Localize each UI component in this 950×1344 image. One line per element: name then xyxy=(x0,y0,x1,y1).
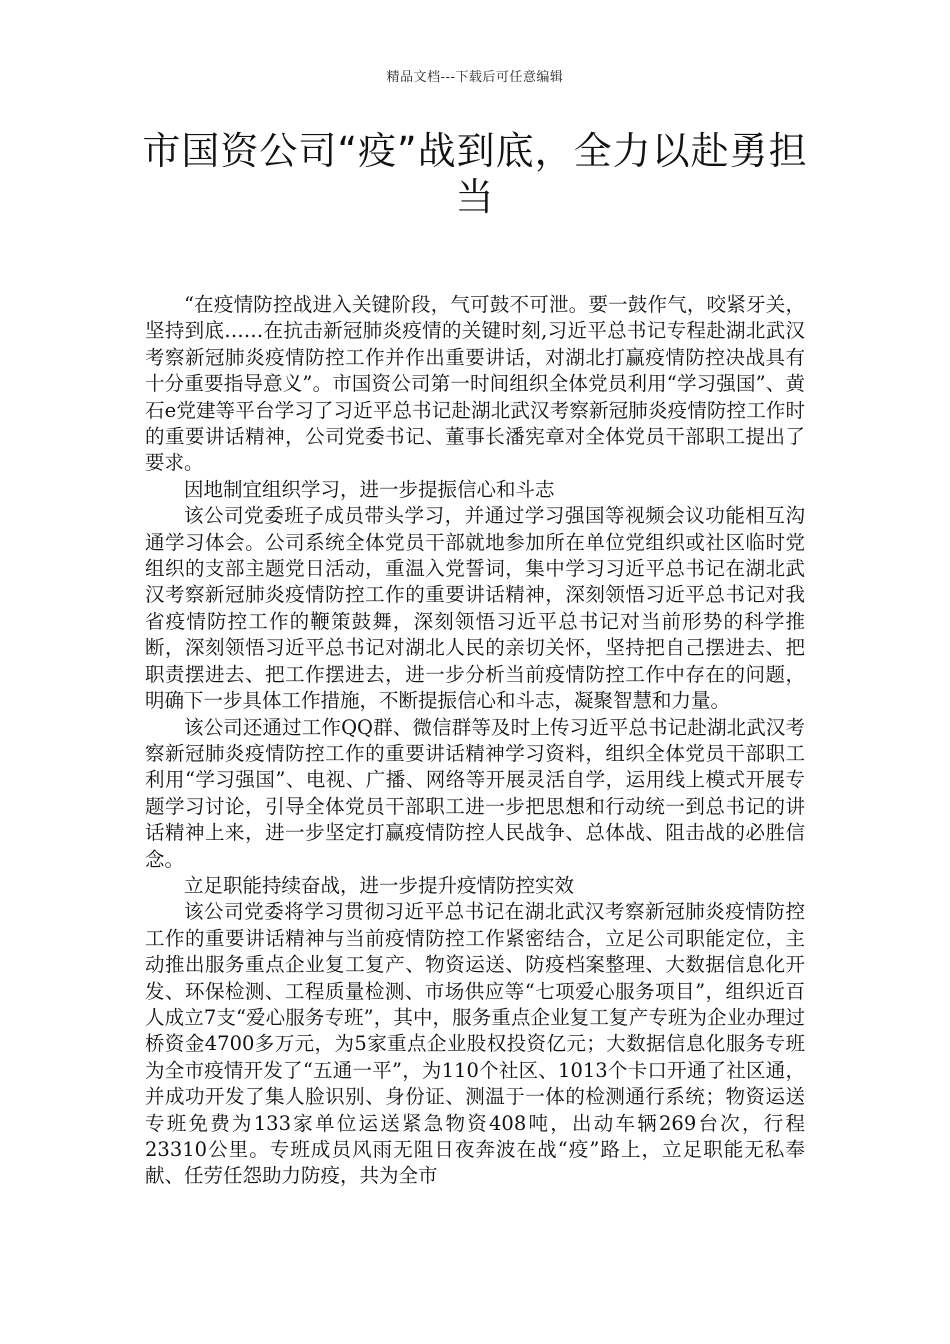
paragraph-duty-1: 该公司党委将学习贯彻习近平总书记在湖北武汉考察新冠肺炎疫情防控工作的重要讲话精神与当前疫情防控工作紧密结合，立足公司职能定位，主动推出服务重点企业复工复产、物资运送、防疫档案整理、大数据信息化开发、环保检测、工程质量检测、市场供应等“七项爱心服务项目”，组织近百人成立7支“爱心服务专班”，其中，服务重点企业复工复产专班为企业办理过桥资金4700多万元，为5家重点企业股权投资亿元；大数据信息化服务专班为全市疫情开发了“五通一平”，为110个社区、1013个卡口开通了社区通，并成功开发了集人脸识别、身份证、测温于一体的检测通行系统；物资运送专班免费为133家单位运送紧急物资408吨，出动车辆269台次，行程23310公里。专班成员风雨无阻日夜奔波在战“疫”路上，立足职能无私奉献、任劳任怨助力防疫，共为全市 xyxy=(145,900,805,1188)
header-note: 精品文档---下载后可任意编辑 xyxy=(386,70,564,85)
section-heading-study: 因地制宜组织学习，进一步提振信心和斗志 xyxy=(184,477,555,501)
paragraph-intro: “在疫情防控战进入关键阶段，气可鼓不可泄。要一鼓作气，咬紧牙关，坚持到底……在抗击新冠肺炎疫情的关键时刻,习近平总书记专程赴湖北武汉考察新冠肺炎疫情防控工作并作出重要讲话，对湖北打赢疫情防控决战具有十分重要指导意义”。市国资公司第一时间组织全体党员利用“学习强国”、黄石e党建等平台学习了习近平总书记赴湖北武汉考察新冠肺炎疫情防控工作时的重要讲话精神，公司党委书记、董事长潘宪章对全体党员干部职工提出了要求。 xyxy=(145,293,805,475)
document-body xyxy=(145,292,805,1190)
section-heading-duty: 立足职能持续奋战，进一步提升疫情防控实效 xyxy=(184,873,575,897)
paragraph-study-1: 该公司党委班子成员带头学习，并通过学习强国等视频会议功能相互沟通学习体会。公司系统全体党员干部就地参加所在单位党组织或社区临时党组织的支部主题党日活动，重温入党誓词，集中学习习近平总书记在湖北武汉考察新冠肺炎疫情防控工作的重要讲话精神，深刻领悟习近平总书记对我省疫情防控工作的鞭策鼓舞，深刻领悟习近平总书记对当前形势的科学推断，深刻领悟习近平总书记对湖北人民的亲切关怀，坚持把自己摆进去、把职责摆进去、把工作摆进去，进一步分析当前疫情防控工作中存在的问题，明确下一步具体工作措施，不断提振信心和斗志，凝聚智慧和力量。 xyxy=(145,504,805,713)
paragraph-study-2: 该公司还通过工作QQ群、微信群等及时上传习近平总书记赴湖北武汉考察新冠肺炎疫情防控工作的重要讲话精神学习资料，组织全体党员干部职工利用“学习强国”、电视、广播、网络等开展灵活自学，运用线上模式开展专题学习讨论，引导全体党员干部职工进一步把思想和行动统一到总书记的讲话精神上来，进一步坚定打赢疫情防控人民战争、总体战、阻击战的必胜信念。 xyxy=(145,715,805,871)
document-title: 市国资公司“疫”战到底，全力以赴勇担当 xyxy=(142,129,808,219)
